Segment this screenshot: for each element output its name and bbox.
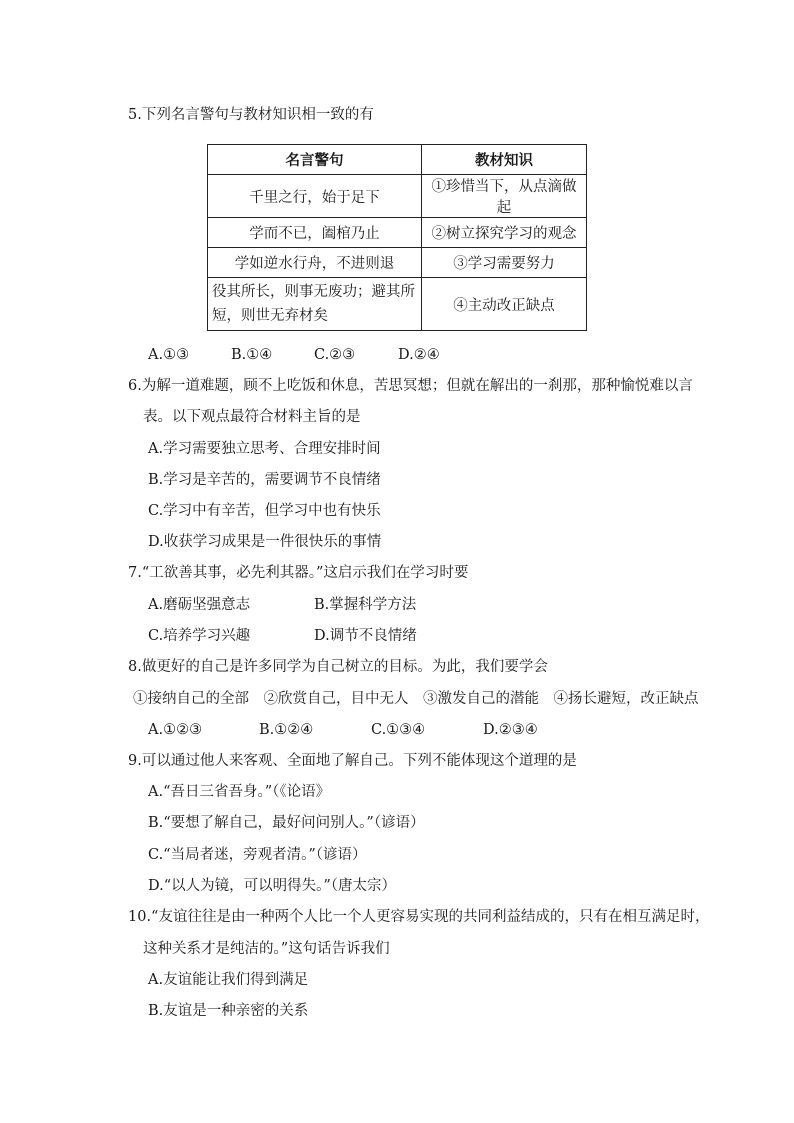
table-cell: 千里之行，始于足下 — [208, 175, 422, 218]
q6-option-c[interactable]: C.学习中有辛苦，但学习中也有快乐 — [148, 503, 381, 519]
q10-stem-line2: 这种关系才是纯洁的。”这句话告诉我们 — [143, 941, 390, 957]
table-row — [208, 248, 587, 278]
table-row — [208, 278, 587, 331]
table-cell: 役其所长，则事无废功；避其所短，则世无弃材矣 — [208, 278, 422, 331]
q9-option-d[interactable]: D.“以人为镜，可以明得失。”（唐太宗） — [148, 878, 397, 894]
q9-option-a[interactable]: A.“吾日三省吾身。”（《论语》 — [148, 784, 331, 800]
q8-items: ①接纳自己的全部 ②欣赏自己，目中无人 ③激发自己的潜能 ④扬长避短，改正缺点 — [133, 691, 699, 707]
q9-option-b[interactable]: B.“要想了解自己，最好问问别人。”（谚语） — [148, 815, 425, 831]
table-header-row — [208, 145, 587, 175]
table-cell: ③学习需要努力 — [422, 248, 587, 278]
table-header: 教材知识 — [422, 145, 587, 175]
q8-option-d[interactable]: D.②③④ — [483, 722, 538, 738]
table-row — [208, 218, 587, 248]
q8-stem: 8.做更好的自己是许多同学为自己树立的目标。为此，我们要学会 — [128, 659, 548, 675]
q5-option-a[interactable]: A.①③ — [148, 347, 190, 363]
q5-table — [207, 144, 587, 331]
table-header: 名言警句 — [208, 145, 422, 175]
table-cell: 学如逆水行舟，不进则退 — [208, 248, 422, 278]
q6-option-a[interactable]: A.学习需要独立思考、合理安排时间 — [148, 441, 381, 457]
q10-option-b[interactable]: B.友谊是一种亲密的关系 — [148, 1003, 309, 1019]
q8-option-b[interactable]: B.①②④ — [259, 722, 314, 738]
q7-option-d[interactable]: D.调节不良情绪 — [314, 628, 417, 644]
table-cell: ④主动改正缺点 — [422, 278, 587, 331]
q10-option-a[interactable]: A.友谊能让我们得到满足 — [148, 972, 309, 988]
q7-option-a[interactable]: A.磨砺坚强意志 — [148, 597, 251, 613]
q7-option-b[interactable]: B.掌握科学方法 — [314, 597, 417, 613]
q6-option-b[interactable]: B.学习是辛苦的，需要调节不良情绪 — [148, 472, 381, 488]
q9-stem: 9.可以通过他人来客观、全面地了解自己。下列不能体现这个道理的是 — [128, 753, 577, 769]
q7-option-c[interactable]: C.培养学习兴趣 — [148, 628, 251, 644]
q6-option-d[interactable]: D.收获学习成果是一件很快乐的事情 — [148, 534, 382, 550]
table-cell: ①珍惜当下，从点滴做起 — [422, 175, 587, 218]
q5-option-c[interactable]: C.②③ — [314, 347, 356, 363]
q5-option-b[interactable]: B.①④ — [231, 347, 273, 363]
q6-stem-line2: 表。以下观点最符合材料主旨的是 — [143, 409, 361, 425]
q7-stem: 7.“工欲善其事，必先利其器。”这启示我们在学习时要 — [128, 565, 469, 581]
q8-option-c[interactable]: C.①③④ — [371, 722, 426, 738]
q5-option-d[interactable]: D.②④ — [398, 347, 440, 363]
table-row — [208, 175, 587, 218]
table-cell: 学而不已，阖棺乃止 — [208, 218, 422, 248]
q5-stem: 5.下列名言警句与教材知识相一致的有 — [128, 107, 374, 123]
q6-stem-line1: 6.为解一道难题，顾不上吃饭和休息，苦思冥想；但就在解出的一刹那，那种愉悦难以言 — [128, 378, 693, 394]
q10-stem-line1: 10.“友谊往往是由一种两个人比一个人更容易实现的共同利益结成的，只有在相互满足时， — [128, 909, 710, 925]
table-cell: ②树立探究学习的观念 — [422, 218, 587, 248]
q9-option-c[interactable]: C.“当局者迷，旁观者清。”（谚语） — [148, 847, 367, 863]
q8-option-a[interactable]: A.①②③ — [148, 722, 203, 738]
